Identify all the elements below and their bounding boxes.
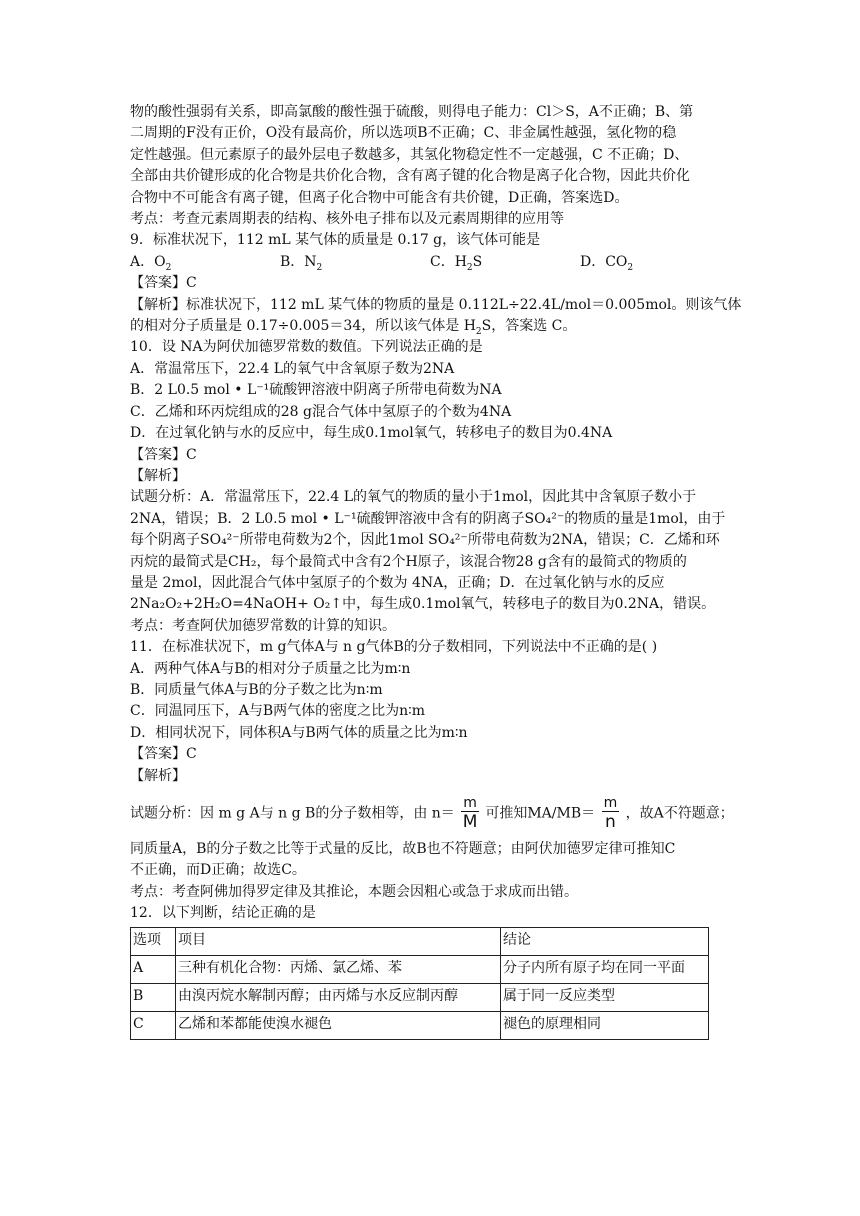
table-cell: C	[131, 1011, 176, 1039]
analysis-line: 2Na₂O₂+2H₂O=4NaOH+ O₂↑中，每生成0.1mol氧气，转移电子的数目为0.2NA，错误。	[130, 596, 716, 613]
option-row	[130, 252, 730, 273]
document-page	[130, 102, 742, 1040]
exam-point: 考点：考查阿佛加得罗定律及其推论，本题会因粗心或急于求成而出错。	[130, 883, 578, 900]
table-row	[131, 955, 709, 983]
question-10	[130, 337, 730, 637]
table-cell: 分子内所有原子均在同一平面	[501, 955, 709, 983]
exam-point: 考点：考查阿伏加德罗常数的计算的知识。	[130, 617, 396, 634]
answer: 【答案】C	[130, 446, 197, 463]
table-header-row	[131, 927, 709, 955]
option-b: B．同质量气体A与B的分子数之比为n∶m	[130, 681, 383, 698]
table-cell: 褪色的原理相同	[501, 1011, 709, 1039]
analysis-line: 同质量A，B的分子数之比等于式量的反比，故B也不符题意；由阿伏加德罗定律可推知C	[130, 841, 676, 857]
text-line: 物的酸性强弱有关系，即高氯酸的酸性强于硫酸，则得电子能力：Cl＞S，A不正确；B、第	[130, 104, 694, 120]
question-stem: 12．以下判断，结论正确的是	[130, 905, 316, 922]
option-c: C．同温同压下，A与B两气体的密度之比为n∶m	[130, 703, 426, 720]
text-line: 定性越强。但元素原子的最外层电子数越多，其氢化物稳定性不一定越强，C 不正确；D、	[130, 146, 689, 163]
analysis-heading: 【解析】	[130, 767, 186, 784]
judgement-table	[130, 927, 709, 1040]
table-header-cell: 结论	[501, 927, 709, 955]
text-line: 二周期的F没有正价，O没有最高价，所以选项B不正确；C、非金属性越强，氢化物的稳	[130, 125, 677, 142]
table-cell: 三种有机化合物：丙烯、氯乙烯、苯	[176, 955, 501, 983]
analysis-heading: 【解析】	[130, 467, 186, 484]
question-stem: 10．设 NA为阿伏加德罗常数的数值。下列说法正确的是	[130, 339, 483, 356]
question-9	[130, 230, 742, 337]
table-cell: A	[131, 955, 176, 983]
option-d: D．$CO_2$	[580, 253, 634, 273]
analysis-line: 试题分析：A．常温常压下，22.4 L的氧气的物质的量小于1mol，因此其中含氧原子数小于	[130, 489, 697, 506]
exam-point: 考点：考查元素周期表的结构、核外电子排布以及元素周期律的应用等	[130, 211, 564, 228]
answer: 【答案】C	[130, 746, 197, 763]
question-11	[130, 637, 734, 903]
option-b: B．$N_2$	[280, 253, 323, 273]
text-line: 全部由共价键形成的化合物是共价化合物，含有离子键的化合物是离子化合物，因此共价化	[130, 168, 690, 185]
question-stem: 9．标准状况下，112 mL 某气体的质量是 0.17 g，该气体可能是	[130, 232, 541, 249]
analysis-line: 丙烷的最简式是CH₂，每个最简式中含有2个H原子，该混合物28 g含有的最简式的物质的	[130, 553, 687, 570]
answer: 【答案】C	[130, 275, 197, 292]
question-12	[130, 903, 730, 1039]
table-cell: B	[131, 983, 176, 1011]
option-d: D．相同状况下，同体积A与B两气体的质量之比为m∶n	[130, 724, 468, 741]
table-header-cell: 选项	[131, 927, 176, 955]
analysis-line: 的相对分子质量是 0.17÷0.005＝34，所以该气体是 $H_2S$，答案选 C。	[130, 318, 577, 337]
text-line: 合物中不可能含有离子键，但离子化合物中可能含有共价键，D正确，答案选D。	[130, 189, 629, 206]
option-a: A．两种气体A与B的相对分子质量之比为m∶n	[130, 660, 411, 677]
table-cell: 属于同一反应类型	[501, 983, 709, 1011]
question-stem: 11．在标准状况下，m g气体A与 n g气体B的分子数相同，下列说法中不正确的是( )	[130, 639, 658, 656]
analysis-line: 每个阴离子SO₄²⁻所带电荷数为2个，因此1mol SO₄²⁻所带电荷数为2NA，错误；C．乙烯和环	[130, 532, 720, 549]
table-header-cell: 项目	[176, 927, 501, 955]
table-row	[131, 1011, 709, 1039]
analysis-line: 不正确，而D正确；故选C。	[130, 862, 306, 879]
option-a: A．常温常压下，22.4 L的氧气中含氧原子数为2NA	[130, 360, 455, 377]
table-cell: 由溴丙烷水解制丙醇；由丙烯与水反应制丙醇	[176, 983, 501, 1011]
option-a: A．$O_2$	[130, 253, 172, 273]
analysis-line: 2NA，错误；B．2 L0.5 mol • L⁻¹硫酸钾溶液中含有的阴离子SO₄²⁻的物质的量是1mol，由于	[130, 510, 726, 527]
analysis-line: 【解析】标准状况下，112 mL 某气体的物质的量是 0.112L÷22.4L/mol＝0.005mol。则该气体	[130, 296, 742, 313]
option-d: D．在过氧化钠与水的反应中，每生成0.1mol氧气，转移电子的数目为0.4NA	[130, 425, 613, 442]
previous-answer-continuation	[130, 102, 730, 230]
fraction-m-over-n: $\frac{m}{n}$	[603, 795, 618, 832]
table-row	[131, 983, 709, 1011]
fraction-m-over-M: $\frac{m}{M}$	[462, 795, 478, 832]
option-c: C．$H_2S$	[430, 253, 483, 273]
option-c: C．乙烯和环丙烷组成的28 g混合气体中氢原子的个数为4NA	[130, 403, 512, 420]
option-b: B．2 L0.5 mol • L⁻¹硫酸钾溶液中阴离子所带电荷数为NA	[130, 382, 502, 399]
analysis-line: 量是 2mol，因此混合气体中氢原子的个数为 4NA，正确；D．在过氧化钠与水的反应	[130, 574, 665, 591]
table-cell: 乙烯和苯都能使溴水褪色	[176, 1011, 501, 1039]
formula-line: 试题分析：因 m g A与 n g B的分子数相等，由 n＝ $\frac{m}{M}$ 可推知MA/MB＝ $\frac{m}{n}$ ，故A不符题意；	[130, 795, 734, 832]
